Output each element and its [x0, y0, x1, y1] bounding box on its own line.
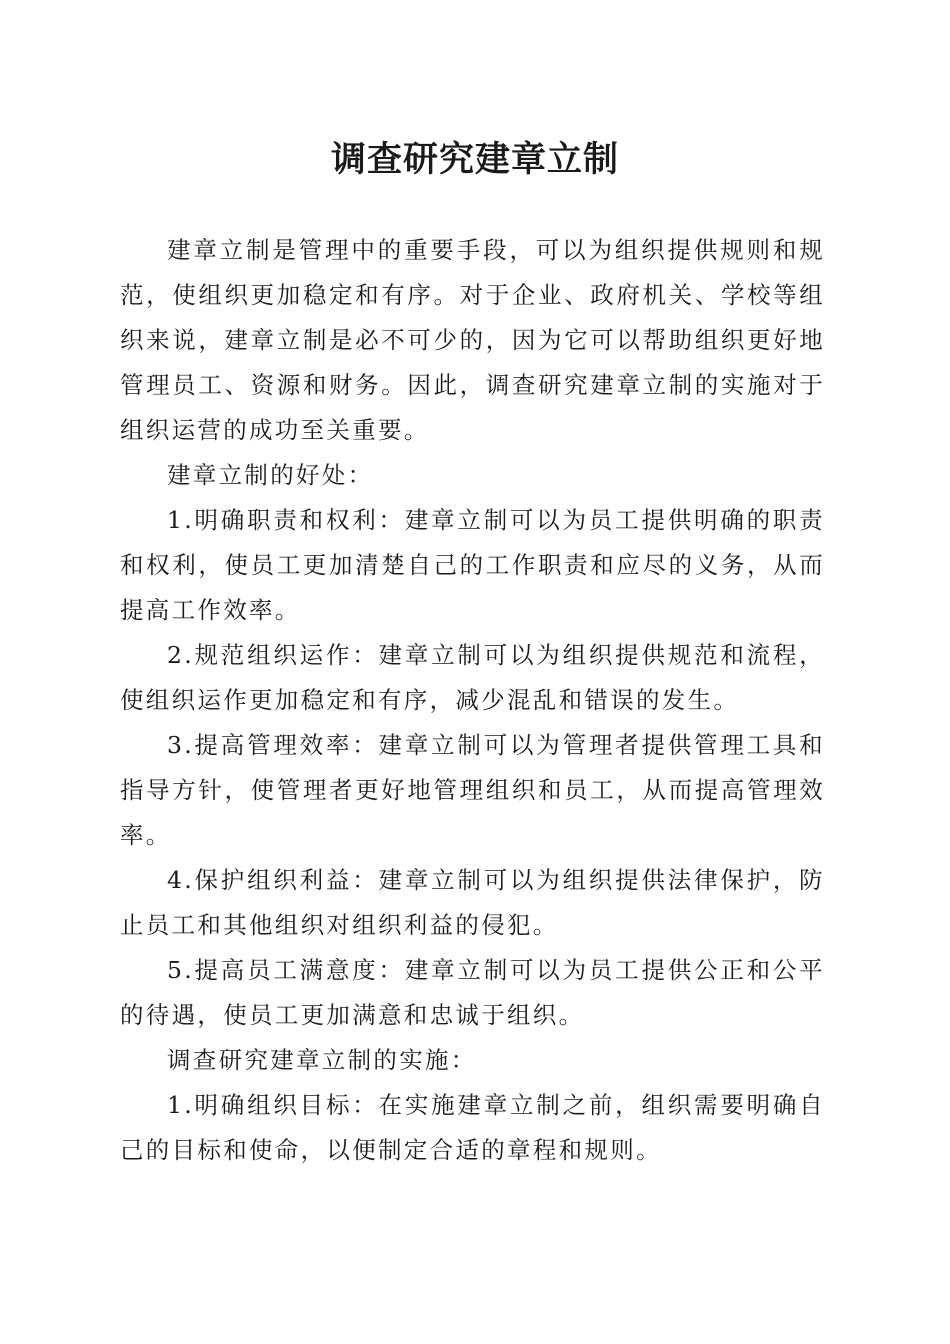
paragraph-implementation-1: 1.明确组织目标：在实施建章立制之前，组织需要明确自己的目标和使命，以便制定合适的章程和规则。 [120, 1091, 825, 1164]
paragraph-benefit-4: 4.保护组织利益：建章立制可以为组织提供法律保护，防止员工和其他组织对组织利益的侵犯。 [120, 866, 825, 939]
paragraph-benefit-3: 3.提高管理效率：建章立制可以为管理者提供管理工具和指导方针，使管理者更好地管理组织和员工，从而提高管理效率。 [120, 731, 825, 849]
page-title: 调查研究建章立制 [330, 139, 619, 180]
paragraph-benefit-5: 5.提高员工满意度：建章立制可以为员工提供公正和公平的待遇，使员工更加满意和忠诚于组织。 [120, 956, 825, 1029]
paragraph-implementation-heading: 调查研究建章立制的实施： [167, 1046, 477, 1074]
paragraph-benefits-heading: 建章立制的好处： [167, 461, 374, 489]
paragraph-benefit-2: 2.规范组织运作：建章立制可以为组织提供规范和流程，使组织运作更加稳定和有序，减少混乱和错误的发生。 [120, 641, 825, 714]
document-body [120, 228, 825, 1173]
paragraph-intro: 建章立制是管理中的重要手段，可以为组织提供规则和规范，使组织更加稳定和有序。对于企业、政府机关、学校等组织来说，建章立制是必不可少的，因为它可以帮助组织更好地管理员工、资源和财务。因此，调查研究建章立制的实施对于组织运营的成功至关重要。 [120, 236, 825, 444]
paragraph-benefit-1: 1.明确职责和权利：建章立制可以为员工提供明确的职责和权利，使员工更加清楚自己的工作职责和应尽的义务，从而提高工作效率。 [120, 506, 825, 624]
